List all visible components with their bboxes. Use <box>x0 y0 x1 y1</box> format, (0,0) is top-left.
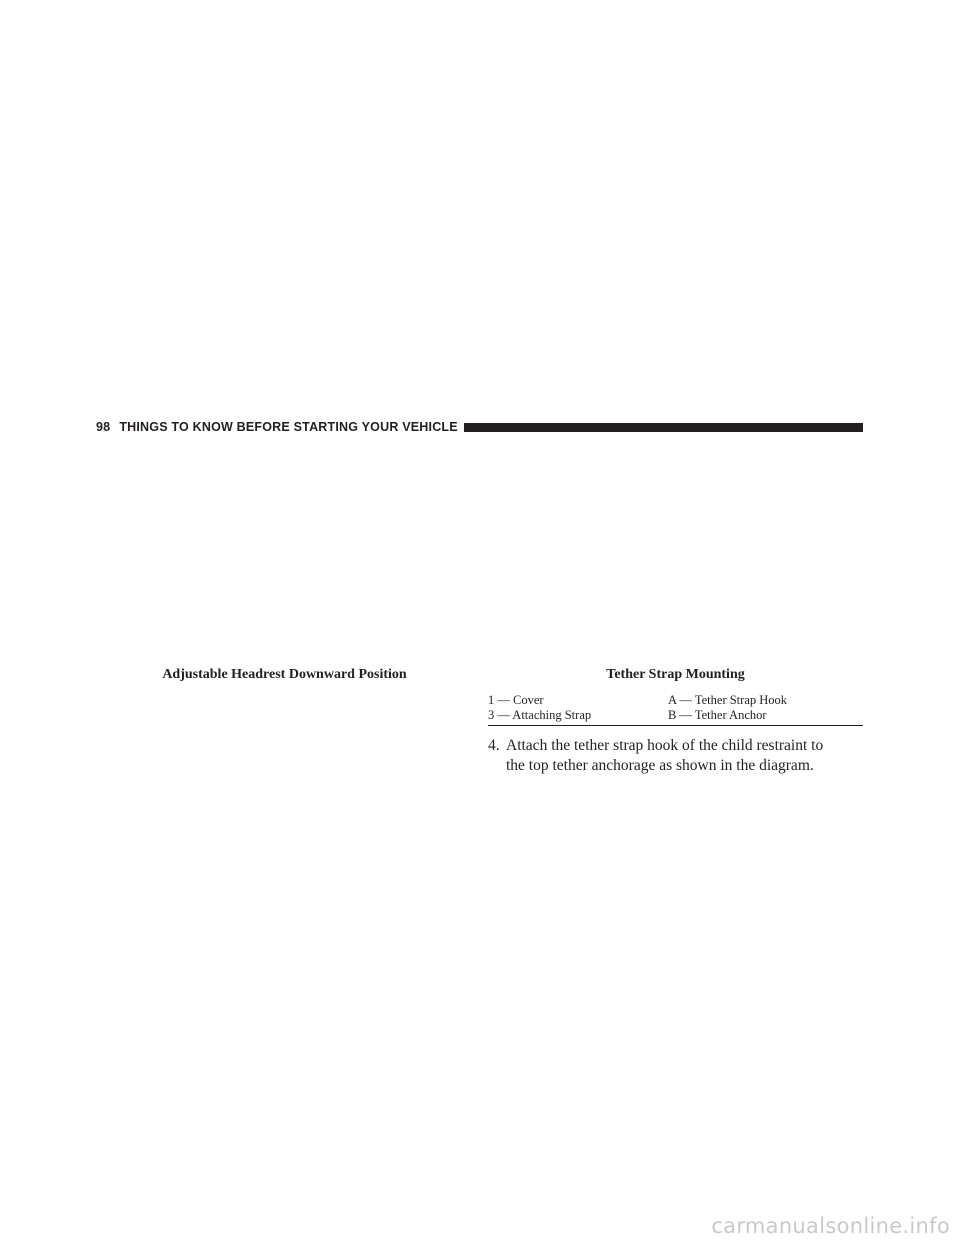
legend-row <box>488 708 863 723</box>
step-text-line1: Attach the tether strap hook of the child restraint to <box>506 737 824 754</box>
legend-item-cover: 1 — Cover <box>488 693 544 707</box>
step-text-line2: the top tether anchorage as shown in the diagram. <box>506 757 814 774</box>
page-number: 98 <box>96 420 111 434</box>
instruction-step <box>488 736 863 756</box>
legend-row <box>488 693 863 708</box>
headrest-figure-caption: Adjustable Headrest Downward Position <box>162 667 407 682</box>
watermark: carmanualsonline.info <box>711 1214 950 1238</box>
legend-item-tether-anchor: B — Tether Anchor <box>668 708 767 722</box>
section-title: THINGS TO KNOW BEFORE STARTING YOUR VEHICLE <box>119 420 458 434</box>
header-rule <box>464 423 863 432</box>
step-number: 4. <box>488 737 500 754</box>
figure-legend <box>488 693 863 726</box>
legend-item-tether-strap-hook: A — Tether Strap Hook <box>668 693 788 707</box>
right-column <box>488 667 863 776</box>
page-header <box>96 418 863 436</box>
tether-figure-caption: Tether Strap Mounting <box>606 667 745 682</box>
legend-item-attaching-strap: 3 — Attaching Strap <box>488 708 592 722</box>
